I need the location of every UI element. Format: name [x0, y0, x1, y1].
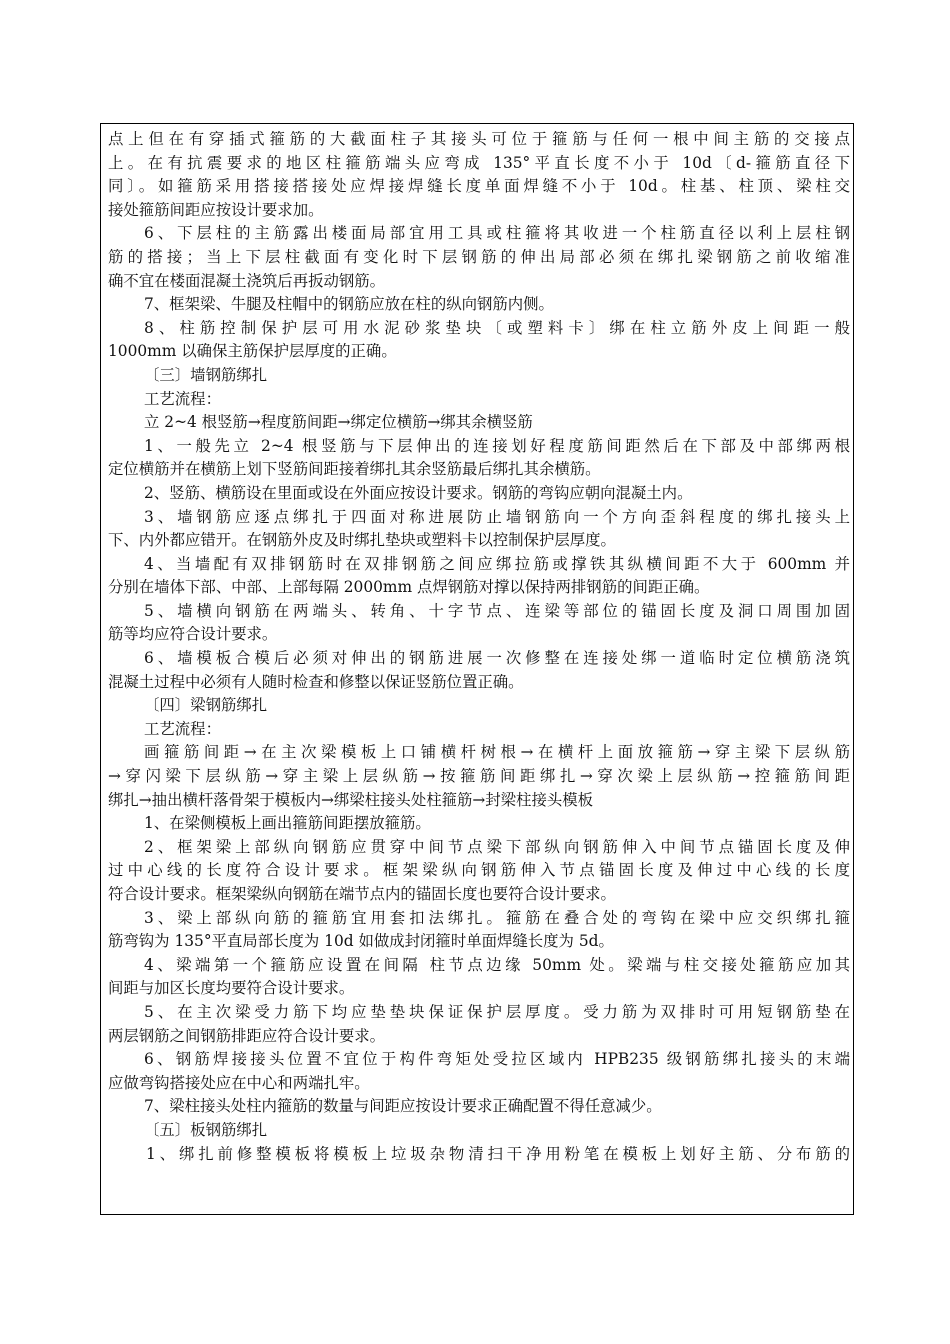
- text-line: 7、框架梁、牛腿及柱帽中的钢筋应放在柱的纵向钢筋内侧。: [144, 295, 554, 314]
- text-line: 下、内外都应错开。在钢筋外皮及时绑扎垫块或塑料卡以控制保护层厚度。: [108, 531, 616, 550]
- text-line: 2、框架梁上部纵向钢筋应贯穿中间节点梁下部纵向钢筋伸入中间节点锚固长度及伸: [144, 837, 850, 856]
- text-line: 间距与加区长度均要符合设计要求。: [108, 979, 355, 998]
- text-line: 筋的搭接；当上下层柱截面有变化时下层钢筋的伸出局部必须在绑扎梁钢筋之前收缩准: [108, 247, 850, 266]
- text-line: 7、梁柱接头处柱内箍筋的数量与间距应按设计要求正确配置不得任意减少。: [144, 1097, 662, 1116]
- text-line: 同〕。如箍筋采用搭接搭接处应焊接焊缝长度单面焊缝不小于 10d。柱基、柱顶、梁柱交: [108, 177, 850, 196]
- text-line: 上。在有抗震要求的地区柱箍筋端头应弯成 135°平直长度不小于 10d〔d-箍筋直径下: [108, 153, 850, 172]
- text-line: 〔四〕梁钢筋绑扎: [144, 696, 268, 715]
- text-line: 1、绑扎前修整模板将模板上垃圾杂物清扫干净用粉笔在模板上划好主筋、分布筋的: [146, 1144, 850, 1163]
- text-line: 立 2~4 根竖筋→程度筋间距→绑定位横筋→绑其余横竖筋: [144, 413, 533, 432]
- text-line: 过中心线的长度符合设计要求。框架梁纵向钢筋伸入节点锚固长度及伸过中心线的长度: [108, 861, 850, 880]
- text-line: 6、墙模板合模后必须对伸出的钢筋进展一次修整在连接处绑一道临时定位横筋浇筑: [144, 649, 850, 668]
- text-line: 分别在墙体下部、中部、上部每隔 2000mm 点焊钢筋对撑以保持两排钢筋的间距正确。: [108, 578, 710, 597]
- text-line: 6、钢筋焊接接头位置不宜位于构件弯矩处受拉区域内 HPB235 级钢筋绑扎接头的末端: [144, 1050, 850, 1069]
- text-line: 两层钢筋之间钢筋排距应符合设计要求。: [108, 1026, 386, 1045]
- text-line: 筋弯钩为 135°平直局部长度为 10d 如做成封闭箍时单面焊缝长度为 5d。: [108, 932, 614, 951]
- text-line: 3、梁上部纵向筋的箍筋宜用套扣法绑扎。箍筋在叠合处的弯钩在梁中应交织绑扎箍: [144, 908, 850, 927]
- text-line: 4、梁端第一个箍筋应设置在间隔 柱节点边缘 50mm 处。梁端与柱交接处箍筋应加其: [144, 955, 850, 974]
- text-line: 应做弯钩搭接处应在中心和两端扎牢。: [108, 1073, 370, 1092]
- text-line: 绑扎→抽出横杆落骨架于模板内→绑梁柱接头处柱箍筋→封梁柱接头模板: [108, 790, 594, 809]
- text-line: 2、竖筋、横筋设在里面或设在外面应按设计要求。钢筋的弯钩应朝向混凝土内。: [144, 483, 693, 502]
- text-line: 接处箍筋间距应按设计要求加。: [108, 200, 324, 219]
- text-line: 工艺流程：: [144, 719, 221, 738]
- text-line: 1000mm 以确保主筋保护层厚度的正确。: [108, 342, 397, 361]
- text-line: 混凝土过程中必须有人随时检查和修整以保证竖筋位置正确。: [108, 672, 524, 691]
- text-line: 〔五〕板钢筋绑扎: [144, 1120, 268, 1139]
- text-line: 1、一般先立 2~4 根竖筋与下层伸出的连接划好程度筋间距然后在下部及中部绑两根: [144, 436, 850, 455]
- document-body: [108, 128, 850, 1166]
- text-line: 点上但在有穿插式箍筋的大截面柱子其接头可位于箍筋与任何一根中间主筋的交接点: [108, 130, 850, 148]
- text-line: 确不宜在楼面混凝土浇筑后再扳动钢筋。: [108, 271, 386, 290]
- text-line: 〔三〕墙钢筋绑扎: [144, 365, 268, 384]
- text-line: 符合设计要求。框架梁纵向钢筋在端节点内的锚固长度也要符合设计要求。: [108, 885, 616, 903]
- text-line: 定位横筋并在横筋上划下竖筋间距接着绑扎其余竖筋最后绑扎其余横筋。: [108, 460, 601, 479]
- text-line: 5、墙横向钢筋在两端头、转角、十字节点、连梁等部位的锚固长度及洞口周围加固: [144, 601, 850, 620]
- text-line: →穿闪梁下层纵筋→穿主梁上层纵筋→按箍筋间距绑扎→穿次梁上层纵筋→控箍筋间距: [108, 767, 850, 786]
- text-line: 1、在梁侧模板上画出箍筋间距摆放箍筋。: [144, 814, 431, 833]
- text-line: 6、下层柱的主筋露出楼面局部宜用工具或柱箍将其收进一个柱筋直径以利上层柱钢: [144, 224, 850, 243]
- text-line: 5、在主次梁受力筋下均应垫垫块保证保护层厚度。受力筋为双排时可用短钢筋垫在: [144, 1002, 850, 1021]
- text-line: 工艺流程：: [144, 389, 221, 408]
- text-line: 8、柱筋控制保护层可用水泥砂浆垫块〔或塑料卡〕绑在柱立筋外皮上间距一般: [144, 318, 850, 337]
- text-line: 3、墙钢筋应逐点绑扎于四面对称进展防止墙钢筋向一个方向歪斜程度的绑扎接头上: [144, 507, 850, 526]
- text-line: 4、当墙配有双排钢筋时在双排钢筋之间应绑拉筋或撑铁其纵横间距不大于 600mm 并: [144, 554, 850, 573]
- text-line: 画箍筋间距→在主次梁模板上口铺横杆树根→在横杆上面放箍筋→穿主梁下层纵筋: [144, 743, 850, 762]
- text-line: 筋等均应符合设计要求。: [108, 625, 278, 644]
